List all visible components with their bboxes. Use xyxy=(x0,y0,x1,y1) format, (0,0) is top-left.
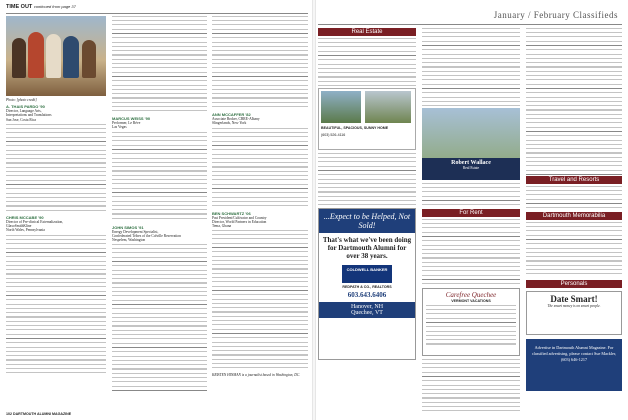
section-for-rent: For Rent xyxy=(422,209,520,217)
profile-name: ANN MCCAFFER '82 xyxy=(212,112,251,117)
profile-name: MARCUS WEISS '90 xyxy=(112,116,151,121)
listing-headline: BEAUTIFUL, SPACIOUS, SUNNY HOME xyxy=(321,126,389,130)
right-page xyxy=(318,0,628,420)
expect-headline: ...Expect to be Helped, Not Sold! xyxy=(319,209,415,233)
group-photo xyxy=(6,16,106,96)
column-1: A. THAIS PARDO '90 Director, Language Arts, Interpretations and Translations San Jose, Costa Rica CHRIS MCCABE '90 Director of Pre-clinical Externalization, GlaxoSmithKline North Wales, Pennsylvania xyxy=(6,104,106,404)
wallace-sub: Real Estate xyxy=(462,166,480,170)
carefree-title: Carefree Quechee xyxy=(445,291,497,299)
classified-column-a xyxy=(318,28,416,412)
profile-title: Performer, Le Réve xyxy=(112,121,141,125)
profile-name: BEN SCHWARTZ '06 xyxy=(212,210,251,216)
redpath-name: REDPATH & CO., REALTORS xyxy=(342,285,392,289)
profile-name: JOHN SIMOS '91 xyxy=(112,224,144,230)
section-personals: Personals xyxy=(526,280,622,288)
section-travel-resorts: Travel and Resorts xyxy=(526,176,622,184)
coldwell-logo: COLDWELL BANKER xyxy=(342,265,392,283)
hanover-label: Hanover, NH xyxy=(350,304,384,311)
profile-title: Energy Development Specialist, xyxy=(112,229,159,234)
column-3: ANN MCCAFFER '82 Associate Broker, CBRE-Albany Slingerlands, New York BEN SCHWARTZ '06 Past President/Cultivator and Country Director, World Partners in Education Tema, Ghana KRISTEN HINMAN is a journalist based in Washington, DC. xyxy=(212,16,308,406)
section-real-estate: Real Estate xyxy=(318,28,416,36)
classified-column-c xyxy=(526,28,622,412)
classified-column-b xyxy=(422,28,520,412)
robert-wallace-ad xyxy=(422,108,520,180)
expect-body: That's what we've been doing for Dartmouth Alumni for over 38 years. xyxy=(322,236,412,260)
redpath-phone: 603.643.6406 xyxy=(347,291,387,300)
listing-phone: (603) 526-4116 xyxy=(321,133,346,137)
house-ad xyxy=(318,88,416,150)
page-header: TIME OUT continued from page 37 xyxy=(6,4,76,10)
date-smart-ad xyxy=(526,291,622,335)
profile-title: Director, Language Arts, xyxy=(6,109,42,113)
quechee-label: Quechee, VT xyxy=(351,310,383,317)
profile-title: Past President/Cultivator and Country xyxy=(212,215,267,220)
vermont-vacations: VERMONT VACATIONS xyxy=(451,299,491,303)
page-footer: 102 DARTMOUTH ALUMNI MAGAZINE xyxy=(6,411,72,416)
author-note: KRISTEN HINMAN is a journalist based in Washington, DC. xyxy=(212,373,301,378)
column-2: MARCUS WEISS '90 Performer, Le Réve Las Vegas JOHN SIMOS '91 Energy Development Specialist, Confederated Tribes of the Colville Reservation Nespelem, Washington xyxy=(112,16,207,406)
wallace-name: Robert Wallace xyxy=(451,160,491,166)
advertise-box: Advertise in Dartmouth Alumni Magazine. For classified advertising, please contact Sue Mackler, (603) 646-1217 xyxy=(526,339,622,391)
profile-title: Director of Pre-clinical Externalization, xyxy=(6,219,64,224)
profile-title: Associate Broker, CBRE-Albany xyxy=(212,117,260,121)
date-smart-title: Date Smart! xyxy=(550,294,598,304)
photo-caption: Photo: [photo credit] xyxy=(6,98,37,102)
profile-name: CHRIS MCCABE '90 xyxy=(6,214,44,220)
carefree-quechee-ad xyxy=(422,288,520,356)
expect-ad xyxy=(318,208,416,360)
classifieds-banner: January / February Classifieds xyxy=(493,10,618,20)
date-smart-sub: The smart money is on smart people. xyxy=(547,304,601,308)
section-dartmouth-memorabilia: Dartmouth Memorabilia xyxy=(526,212,622,220)
profile-name: A. THAIS PARDO '90 xyxy=(6,104,45,109)
